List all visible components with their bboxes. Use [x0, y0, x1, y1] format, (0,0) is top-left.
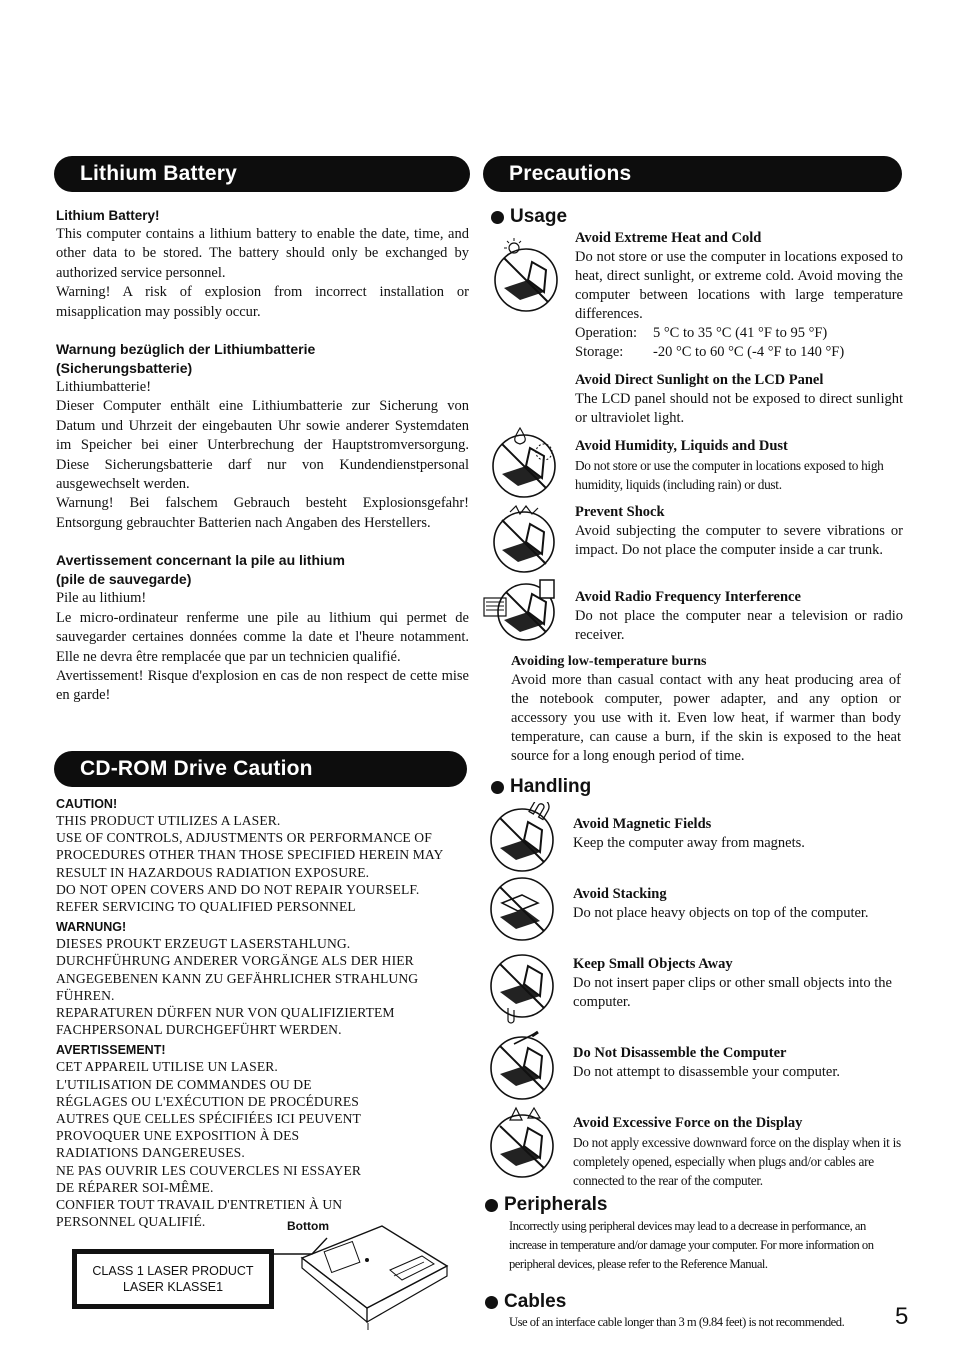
small-objects-text: Do not insert paper clips or other small objects into the computer. — [573, 975, 892, 1010]
caution-text: THIS PRODUCT UTILIZES A LASER. USE OF CONTROLS, ADJUSTMENTS OR PERFORMANCE OF PROCEDURES OTHER THAN THOSE SPECIFIED HEREIN MAY RESULT IN HAZARDOUS RADIATION EXPOSURE. DO NOT OPEN COVERS AND DO NOT REPAIR YOURSELF. REFER SERVICING TO QUALIFIED PERSONNEL — [56, 813, 443, 915]
storage-value: -20 °C to 60 °C (-4 °F to 140 °F) — [653, 344, 845, 360]
cdrom-title: CD-ROM Drive Caution — [80, 757, 313, 780]
warnung-heading: WARNUNG! — [56, 920, 127, 935]
small-objects-item — [573, 955, 903, 1012]
magnetic-fields-icon — [486, 802, 560, 874]
cables-heading — [485, 1291, 566, 1313]
excessive-force-title: Avoid Excessive Force on the Display — [573, 1115, 803, 1131]
lithium-en-heading: Lithium Battery! — [56, 208, 160, 223]
storage-label: Storage: — [575, 344, 624, 360]
magnetic-title: Avoid Magnetic Fields — [573, 816, 712, 832]
excessive-force-text: Do not apply excessive downward force on the display when it is completely opened, especially when plugs and/or cables are connected to the rear of the computer. — [573, 1135, 901, 1188]
heat-cold-icon — [492, 236, 564, 316]
magnetic-item — [573, 815, 903, 853]
precautions-banner — [483, 156, 902, 192]
heat-cold-item — [575, 229, 903, 362]
low-temp-burn-text: Avoid more than casual contact with any heat producing area of the notebook computer, power adapter, and any option or accessory you use with it. Even low heat, if warmer than body temperature, can cause a burn, if the skin is exposed to the heat source for a long enough period of time. — [511, 672, 901, 764]
small-objects-title: Keep Small Objects Away — [573, 956, 733, 972]
laser-class-label — [72, 1249, 274, 1309]
humidity-title: Avoid Humidity, Liquids and Dust — [575, 438, 788, 454]
shock-title: Prevent Shock — [575, 504, 665, 520]
peripherals-heading-text: Peripherals — [504, 1194, 608, 1215]
lithium-battery-banner — [54, 156, 470, 192]
bullet-icon — [491, 781, 504, 794]
radio-item — [575, 588, 903, 645]
disassemble-icon — [486, 1030, 560, 1102]
shock-text: Avoid subjecting the computer to severe vibrations or impact. Do not place the computer inside a car trunk. — [575, 523, 903, 558]
excessive-force-item — [573, 1114, 903, 1190]
cdrom-caution-section — [56, 796, 464, 1230]
lithium-de-heading-2: (Sicherungsbatterie) — [56, 360, 193, 377]
lithium-battery-title: Lithium Battery — [80, 162, 238, 185]
lithium-fr-text: Pile au lithium! Le micro-ordinateur renferme une pile au lithium qui permet de sauvegarder certaines données comme la date et l'heure notamment. Elle ne devra être remplacée que par un technicien qualifié. Avertissement! Risque d'explosion en cas de non respect de cette mise en garde! — [56, 590, 469, 704]
usage-heading — [491, 206, 567, 228]
storage-row — [575, 343, 903, 362]
disassemble-title: Do Not Disassemble the Computer — [573, 1045, 787, 1061]
radio-interference-icon — [482, 578, 568, 644]
radio-title: Avoid Radio Frequency Interference — [575, 589, 801, 605]
bullet-icon — [485, 1199, 498, 1212]
operation-label: Operation: — [575, 325, 638, 341]
heat-cold-text: Do not store or use the computer in locations exposed to heat, direct sunlight, or extreme cold. Avoid moving the computer between locations with large temperature differences. — [575, 249, 903, 322]
small-objects-icon — [486, 948, 560, 1028]
sunlight-title: Avoid Direct Sunlight on the LCD Panel — [575, 372, 824, 388]
heat-cold-title: Avoid Extreme Heat and Cold — [575, 230, 762, 246]
peripherals-text: Incorrectly using peripheral devices may lead to a decrease in performance, an increase in temperature and/or damage your computer. For more information on peripheral devices, please refer to the Reference Manual. — [509, 1219, 874, 1271]
avertissement-heading: AVERTISSEMENT! — [56, 1043, 166, 1058]
usage-heading-text: Usage — [510, 206, 568, 227]
low-temp-burn-title: Avoiding low-temperature burns — [511, 654, 707, 669]
stacking-title: Avoid Stacking — [573, 886, 667, 902]
lithium-de-heading-1: Warnung bezüglich der Lithiumbatterie — [56, 341, 316, 358]
shock-item — [575, 503, 903, 560]
cables-text: Use of an interface cable longer than 3 m (9.84 feet) is not recommended. — [509, 1315, 845, 1329]
laser-line-1: CLASS 1 LASER PRODUCT — [92, 1264, 254, 1278]
bullet-icon — [491, 211, 504, 224]
stacking-text: Do not place heavy objects on top of the computer. — [573, 905, 869, 921]
handling-heading — [491, 776, 591, 798]
disassemble-item — [573, 1044, 903, 1082]
caution-heading: CAUTION! — [56, 797, 118, 811]
warnung-text: DIESES PROUKT ERZEUGT LASERSTAHLUNG. DURCHFÜHRUNG ANDERER VORGÄNGE ALS DER HIER ANGEGEBENEN KANN ZU GEFÄHRLICHER STRAHLUNG FÜHREN. REPARATUREN DÜRFEN NUR VON QUALIFIZIERTEM FACHPERSONAL DURCHGEFÜHRT WERDEN. — [56, 936, 419, 1038]
operation-row — [575, 324, 903, 343]
stacking-item — [573, 885, 903, 923]
lithium-fr-heading-2: (pile de sauvegarde) — [56, 571, 192, 588]
excessive-force-icon — [486, 1106, 560, 1182]
magnetic-text: Keep the computer away from magnets. — [573, 835, 805, 851]
lithium-battery-section — [56, 206, 469, 706]
handling-heading-text: Handling — [510, 776, 592, 797]
humidity-text: Do not store or use the computer in locations exposed to high humidity, liquids (including rain) or dust. — [575, 458, 884, 492]
lithium-en-text: This computer contains a lithium battery to enable the date, time, and other data to be stored. The battery should only be exchanged by authorized service personnel. Warning! A risk of explosion from incorrect installation or misapplication may possibly occur. — [56, 226, 469, 320]
disassemble-text: Do not attempt to disassemble your computer. — [573, 1064, 840, 1080]
stacking-icon — [486, 873, 560, 945]
bullet-icon — [485, 1296, 498, 1309]
page-number: 5 — [895, 1303, 909, 1330]
shock-icon — [490, 504, 564, 576]
low-temp-burn-item — [511, 652, 901, 766]
laser-line-2: LASER KLASSE1 — [122, 1280, 224, 1294]
cables-heading-text: Cables — [504, 1291, 567, 1312]
operation-value: 5 °C to 35 °C (41 °F to 95 °F) — [653, 325, 828, 341]
lithium-fr-heading-1: Avertissement concernant la pile au lithium — [56, 552, 345, 569]
sunlight-item — [575, 371, 903, 428]
radio-text: Do not place the computer near a television or radio receiver. — [575, 608, 903, 643]
humidity-icon — [490, 426, 564, 502]
peripherals-heading — [485, 1194, 608, 1216]
bottom-label: Bottom — [287, 1219, 329, 1233]
avertissement-text: CET APPAREIL UTILISE UN LASER. L'UTILISATION DE COMMANDES OU DE RÉGLAGES OU L'EXÉCUTION DE PROCÉDURES AUTRES QUE CELLES SPÉCIFIÉES ICI PEUVENT PROVOQUER UNE EXPOSITION À DES RADIATIONS DANGEREUSES. NE PAS OUVRIR LES COUVERCLES NI ESSAYER DE RÉPARER SOI-MÊME. CONFIER TOUT TRAVAIL D'ENTRETIEN À UN PERSONNEL QUALIFIÉ. — [56, 1059, 362, 1230]
lithium-de-text: Lithiumbatterie! Dieser Computer enthält eine Lithiumbatterie zur Sicherung von Datum und Uhrzeit der eingebauten Uhr sowie anderer Systemdaten im Speicher bei einer Unterbrechung der Hauptstromversorgung. Diese Sicherungsbatterie darf nur von Kundendienstpersonal ausgewechselt werden. Warnung! Bei falschem Gebrauch besteht Explosionsgefahr! Entsorgung gebrauchter Batterien nach Angaben des Herstellers. — [56, 379, 469, 531]
sunlight-text: The LCD panel should not be exposed to direct sunlight or ultraviolet light. — [575, 391, 903, 426]
laptop-bottom-illustration — [272, 1218, 452, 1330]
cdrom-banner — [54, 751, 467, 787]
humidity-item — [575, 437, 903, 494]
precautions-title: Precautions — [509, 162, 632, 185]
